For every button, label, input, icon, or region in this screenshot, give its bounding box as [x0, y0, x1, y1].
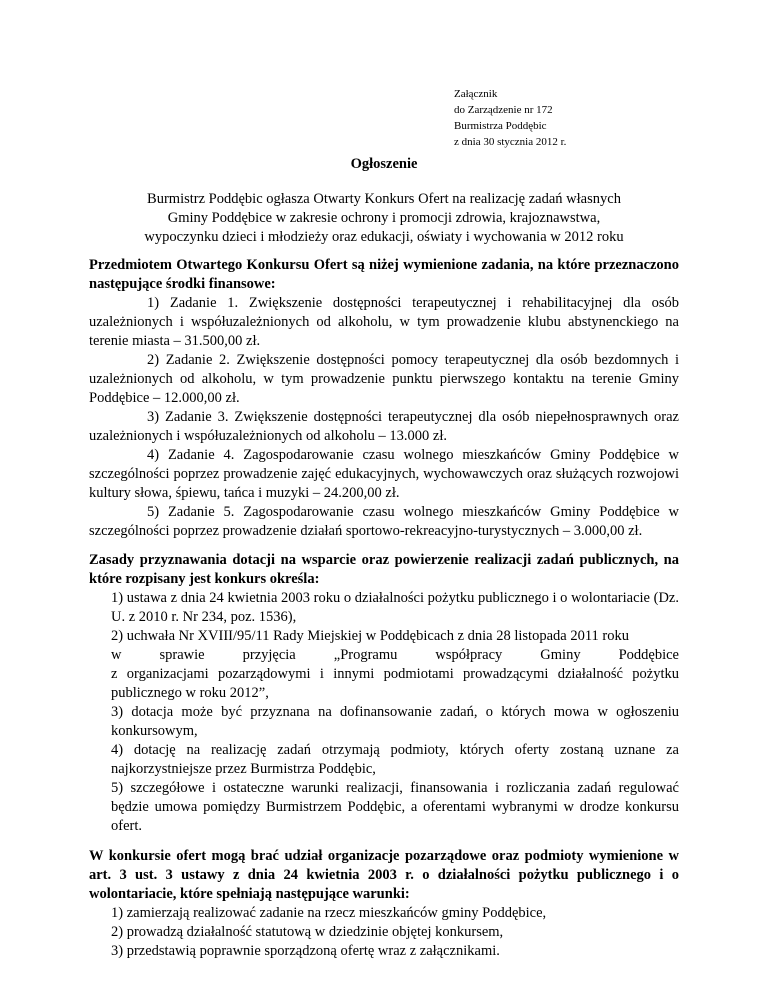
section-eligibility	[89, 847, 679, 961]
task-item: 4) Zadanie 4. Zagospodarowanie czasu wolnego mieszkańców Gminy Poddębice w szczególności poprzez prowadzenie zajęć edukacyjnych, wychowawczych oraz służących rozwojowi kultury słowa, śpiewu, tańca i muzyki – 24.200,00 zł.	[89, 447, 679, 501]
eligibility-list	[89, 904, 679, 961]
annex-line: Załącznik	[454, 88, 498, 100]
intro-paragraph	[89, 190, 679, 247]
task-item: 1) Zadanie 1. Zwiększenie dostępności terapeutycznej i rehabilitacyjnej dla osób uzależnionych i współuzależnionych od alkoholu, w tym prowadzenie klubu abstynenckiego na terenie miasta – 31.500,00 zł.	[89, 295, 679, 349]
annex-line: do Zarządzenie nr 172	[454, 104, 553, 116]
section-heading: W konkursie ofert mogą brać udział organizacje pozarządowe oraz podmioty wymienione w art. 3 ust. 3 ustawy z dnia 24 kwietnia 2003 r. o działalności pożytku publicznego i o wolontariacie, które spełniają następujące warunki:	[89, 848, 679, 902]
list-item: z organizacjami pozarządowymi i innymi podmiotami prowadzącymi działalność pożytku publicznego w roku 2012”,	[111, 666, 679, 701]
section-heading: Przedmiotem Otwartego Konkursu Ofert są niżej wymienione zadania, na które przeznaczono następujące środki finansowe:	[89, 257, 679, 292]
list-item: 5) szczegółowe i ostateczne warunki realizacji, finansowania i rozliczania zadań regulować będzie umowa pomiędzy Burmistrzem Poddębic, a oferentami wybranymi w drodze konkursu ofert.	[111, 780, 679, 834]
intro-line: Burmistrz Poddębic ogłasza Otwarty Konkurs Ofert na realizację zadań własnych	[147, 191, 621, 207]
list-item: 3) dotacja może być przyznana na dofinansowanie zadań, o których mowa w ogłoszeniu konkursowym,	[111, 704, 679, 739]
document-body	[89, 155, 679, 961]
annex-line: z dnia 30 stycznia 2012 r.	[454, 136, 567, 148]
annex-note	[454, 86, 566, 150]
section-tasks	[89, 256, 679, 541]
list-item: 1) ustawa z dnia 24 kwietnia 2003 roku o działalności pożytku publicznego i o wolontariacie (Dz. U. z 2010 r. Nr 234, poz. 1536),	[111, 590, 679, 625]
list-item: w sprawie przyjęcia „Programu współpracy Gminy Poddębice	[111, 647, 679, 663]
task-item: 2) Zadanie 2. Zwiększenie dostępności pomocy terapeutycznej dla osób bezdomnych i uzależnionych od alkoholu, w tym prowadzenie punktu pierwszego kontaktu na terenie Gminy Poddębice – 12.000,00 zł.	[89, 352, 679, 406]
page-title: Ogłoszenie	[350, 156, 418, 172]
intro-line: Gminy Poddębice w zakresie ochrony i promocji zdrowia, krajoznawstwa,	[167, 210, 601, 226]
annex-line: Burmistrza Poddębic	[454, 120, 547, 132]
section-rules	[89, 551, 679, 836]
list-item: 3) przedstawią poprawnie sporządzoną ofertę wraz z załącznikami.	[111, 943, 500, 959]
list-item: 2) prowadzą działalność statutową w dziedzinie objętej konkursem,	[111, 924, 504, 940]
rules-list	[89, 589, 679, 836]
list-item: 1) zamierzają realizować zadanie na rzecz mieszkańców gminy Poddębice,	[111, 905, 547, 921]
list-item: 4) dotację na realizację zadań otrzymają podmioty, których oferty zostaną uznane za najkorzystniejsze przez Burmistrza Poddębic,	[111, 742, 679, 777]
section-heading: Zasady przyznawania dotacji na wsparcie oraz powierzenie realizacji zadań publicznych, na które rozpisany jest konkurs określa:	[89, 552, 679, 587]
task-item: 5) Zadanie 5. Zagospodarowanie czasu wolnego mieszkańców Gminy Poddębice w szczególności poprzez prowadzenie działań sportowo-rekreacyjno-turystycznych – 3.000,00 zł.	[89, 504, 679, 539]
list-item: 2) uchwała Nr XVIII/95/11 Rady Miejskiej w Poddębicach z dnia 28 listopada 2011 roku	[111, 628, 629, 644]
intro-line: wypoczynku dzieci i młodzieży oraz edukacji, oświaty i wychowania w 2012 roku	[144, 229, 624, 245]
task-item: 3) Zadanie 3. Zwiększenie dostępności terapeutycznej dla osób niepełnosprawnych oraz uzależnionych i współuzależnionych od alkoholu – 13.000 zł.	[89, 409, 679, 444]
